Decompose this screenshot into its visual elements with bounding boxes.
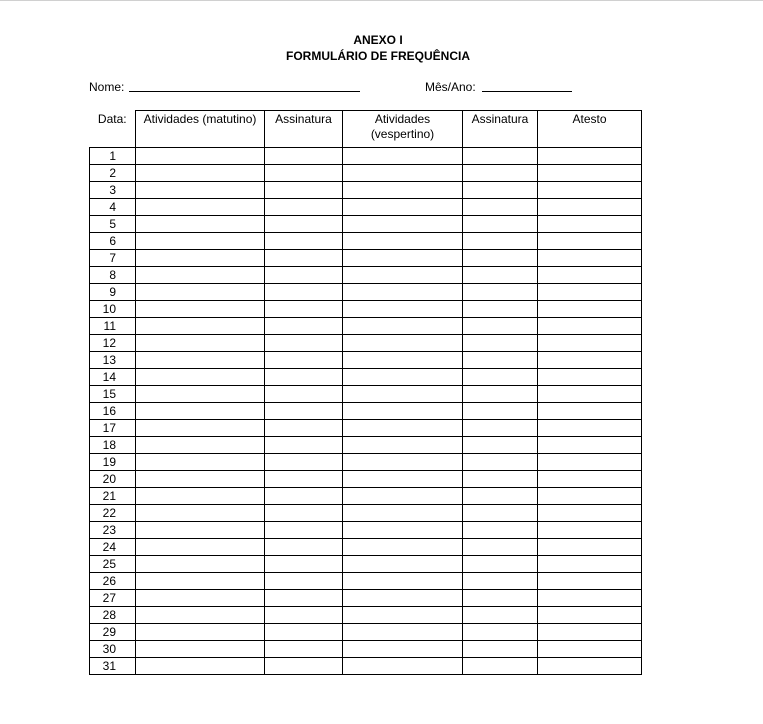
- activities-afternoon-cell[interactable]: [343, 352, 463, 369]
- activities-morning-cell[interactable]: [136, 471, 265, 488]
- table-row: [90, 505, 642, 522]
- signature-afternoon-cell[interactable]: [463, 624, 538, 641]
- signature-morning-cell[interactable]: [265, 454, 343, 471]
- activities-afternoon-cell[interactable]: [343, 607, 463, 624]
- activities-afternoon-cell[interactable]: [343, 624, 463, 641]
- day-number-cell: 10: [90, 301, 136, 318]
- name-label: Nome:: [89, 80, 125, 94]
- signature-morning-cell[interactable]: [265, 199, 343, 216]
- activities-afternoon-cell[interactable]: [343, 148, 463, 165]
- activities-morning-cell[interactable]: [136, 505, 265, 522]
- table-row: [90, 437, 642, 454]
- day-number-cell: 2: [90, 165, 136, 182]
- signature-afternoon-cell[interactable]: [463, 420, 538, 437]
- table-row: [90, 148, 642, 165]
- day-number-cell: 8: [90, 267, 136, 284]
- attestation-cell[interactable]: [538, 199, 642, 216]
- column-header-signature-afternoon: Assinatura: [463, 111, 538, 148]
- day-number-cell: 9: [90, 284, 136, 301]
- activities-afternoon-cell[interactable]: [343, 301, 463, 318]
- table-row: [90, 607, 642, 624]
- activities-afternoon-cell[interactable]: [343, 658, 463, 675]
- signature-afternoon-cell[interactable]: [463, 590, 538, 607]
- attestation-cell[interactable]: [538, 301, 642, 318]
- attestation-cell[interactable]: [538, 437, 642, 454]
- attestation-cell[interactable]: [538, 148, 642, 165]
- column-header-signature-morning: Assinatura: [265, 111, 343, 148]
- table-row: [90, 590, 642, 607]
- signature-afternoon-cell[interactable]: [463, 607, 538, 624]
- activities-afternoon-cell[interactable]: [343, 165, 463, 182]
- signature-morning-cell[interactable]: [265, 658, 343, 675]
- activities-morning-cell[interactable]: [136, 165, 265, 182]
- attestation-cell[interactable]: [538, 369, 642, 386]
- day-number-cell: 16: [90, 403, 136, 420]
- activities-morning-cell[interactable]: [136, 556, 265, 573]
- activities-morning-cell[interactable]: [136, 590, 265, 607]
- activities-morning-cell[interactable]: [136, 403, 265, 420]
- table-row: [90, 318, 642, 335]
- table-row: [90, 454, 642, 471]
- table-row: [90, 182, 642, 199]
- signature-morning-cell[interactable]: [265, 369, 343, 386]
- day-number-cell: 28: [90, 607, 136, 624]
- table-row: [90, 403, 642, 420]
- signature-morning-cell[interactable]: [265, 624, 343, 641]
- attestation-cell[interactable]: [538, 182, 642, 199]
- table-row: [90, 624, 642, 641]
- signature-morning-cell[interactable]: [265, 250, 343, 267]
- activities-afternoon-cell[interactable]: [343, 216, 463, 233]
- signature-morning-cell[interactable]: [265, 335, 343, 352]
- attestation-cell[interactable]: [538, 335, 642, 352]
- table-row: [90, 199, 642, 216]
- attestation-cell[interactable]: [538, 556, 642, 573]
- activities-afternoon-cell[interactable]: [343, 403, 463, 420]
- activities-afternoon-cell[interactable]: [343, 505, 463, 522]
- signature-morning-cell[interactable]: [265, 284, 343, 301]
- signature-afternoon-cell[interactable]: [463, 369, 538, 386]
- signature-afternoon-cell[interactable]: [463, 403, 538, 420]
- signature-afternoon-cell[interactable]: [463, 250, 538, 267]
- signature-morning-cell[interactable]: [265, 641, 343, 658]
- attestation-cell[interactable]: [538, 641, 642, 658]
- day-number-cell: 24: [90, 539, 136, 556]
- signature-morning-cell[interactable]: [265, 318, 343, 335]
- table-row: [90, 216, 642, 233]
- activities-afternoon-cell[interactable]: [343, 590, 463, 607]
- signature-morning-cell[interactable]: [265, 165, 343, 182]
- table-row: [90, 352, 642, 369]
- attestation-cell[interactable]: [538, 250, 642, 267]
- activities-afternoon-cell[interactable]: [343, 539, 463, 556]
- activities-afternoon-cell[interactable]: [343, 454, 463, 471]
- annex-heading: ANEXO I: [353, 33, 403, 47]
- signature-afternoon-cell[interactable]: [463, 216, 538, 233]
- document-title: [0, 32, 756, 64]
- activities-afternoon-cell[interactable]: [343, 471, 463, 488]
- table-row: [90, 301, 642, 318]
- signature-morning-cell[interactable]: [265, 539, 343, 556]
- signature-morning-cell[interactable]: [265, 267, 343, 284]
- attestation-cell[interactable]: [538, 420, 642, 437]
- activities-morning-cell[interactable]: [136, 641, 265, 658]
- activities-morning-cell[interactable]: [136, 454, 265, 471]
- signature-morning-cell[interactable]: [265, 471, 343, 488]
- signature-morning-cell[interactable]: [265, 590, 343, 607]
- activities-afternoon-cell[interactable]: [343, 522, 463, 539]
- signature-morning-cell[interactable]: [265, 607, 343, 624]
- signature-afternoon-cell[interactable]: [463, 539, 538, 556]
- attestation-cell[interactable]: [538, 284, 642, 301]
- day-number-cell: 15: [90, 386, 136, 403]
- signature-afternoon-cell[interactable]: [463, 148, 538, 165]
- attestation-cell[interactable]: [538, 624, 642, 641]
- day-number-cell: 12: [90, 335, 136, 352]
- table-row: [90, 233, 642, 250]
- day-number-cell: 25: [90, 556, 136, 573]
- activities-morning-cell[interactable]: [136, 199, 265, 216]
- activities-morning-cell[interactable]: [136, 352, 265, 369]
- attestation-cell[interactable]: [538, 403, 642, 420]
- table-row: [90, 522, 642, 539]
- activities-afternoon-cell[interactable]: [343, 182, 463, 199]
- activities-morning-cell[interactable]: [136, 148, 265, 165]
- signature-morning-cell[interactable]: [265, 182, 343, 199]
- day-number-cell: 29: [90, 624, 136, 641]
- signature-morning-cell[interactable]: [265, 556, 343, 573]
- attestation-cell[interactable]: [538, 522, 642, 539]
- table-row: [90, 573, 642, 590]
- activities-morning-cell[interactable]: [136, 182, 265, 199]
- form-heading: FORMULÁRIO DE FREQUÊNCIA: [286, 49, 470, 63]
- signature-afternoon-cell[interactable]: [463, 437, 538, 454]
- day-number-cell: 4: [90, 199, 136, 216]
- signature-afternoon-cell[interactable]: [463, 641, 538, 658]
- signature-morning-cell[interactable]: [265, 522, 343, 539]
- activities-afternoon-cell[interactable]: [343, 284, 463, 301]
- signature-afternoon-cell[interactable]: [463, 199, 538, 216]
- column-header-activities-morning: Atividades (matutino): [136, 111, 265, 148]
- attestation-cell[interactable]: [538, 267, 642, 284]
- activities-morning-cell[interactable]: [136, 522, 265, 539]
- signature-afternoon-cell[interactable]: [463, 522, 538, 539]
- attestation-cell[interactable]: [538, 386, 642, 403]
- activities-morning-cell[interactable]: [136, 624, 265, 641]
- signature-afternoon-cell[interactable]: [463, 658, 538, 675]
- attestation-cell[interactable]: [538, 165, 642, 182]
- activities-afternoon-cell[interactable]: [343, 199, 463, 216]
- activities-afternoon-cell[interactable]: [343, 318, 463, 335]
- day-number-cell: 26: [90, 573, 136, 590]
- table-row: [90, 369, 642, 386]
- day-number-cell: 27: [90, 590, 136, 607]
- activities-afternoon-cell[interactable]: [343, 488, 463, 505]
- name-field-row: [89, 80, 124, 94]
- attestation-cell[interactable]: [538, 471, 642, 488]
- signature-afternoon-cell[interactable]: [463, 386, 538, 403]
- activities-afternoon-cell[interactable]: [343, 250, 463, 267]
- activities-morning-cell[interactable]: [136, 318, 265, 335]
- table-row: [90, 165, 642, 182]
- day-number-cell: 13: [90, 352, 136, 369]
- attestation-cell[interactable]: [538, 573, 642, 590]
- activities-afternoon-cell[interactable]: [343, 573, 463, 590]
- day-number-cell: 22: [90, 505, 136, 522]
- signature-morning-cell[interactable]: [265, 216, 343, 233]
- signature-morning-cell[interactable]: [265, 233, 343, 250]
- signature-afternoon-cell[interactable]: [463, 267, 538, 284]
- activities-morning-cell[interactable]: [136, 658, 265, 675]
- signature-afternoon-cell[interactable]: [463, 318, 538, 335]
- attestation-cell[interactable]: [538, 505, 642, 522]
- activities-afternoon-cell[interactable]: [343, 233, 463, 250]
- signature-afternoon-cell[interactable]: [463, 556, 538, 573]
- day-number-cell: 20: [90, 471, 136, 488]
- attestation-cell[interactable]: [538, 590, 642, 607]
- signature-afternoon-cell[interactable]: [463, 505, 538, 522]
- day-number-cell: 11: [90, 318, 136, 335]
- day-number-cell: 1: [90, 148, 136, 165]
- attendance-table: [89, 110, 642, 675]
- day-number-cell: 23: [90, 522, 136, 539]
- column-header-activities-afternoon: Atividades (vespertino): [343, 111, 463, 148]
- day-number-cell: 21: [90, 488, 136, 505]
- attestation-cell[interactable]: [538, 216, 642, 233]
- activities-morning-cell[interactable]: [136, 284, 265, 301]
- signature-afternoon-cell[interactable]: [463, 182, 538, 199]
- column-header-attestation: Atesto: [538, 111, 642, 148]
- day-number-cell: 6: [90, 233, 136, 250]
- signature-morning-cell[interactable]: [265, 488, 343, 505]
- table-row: [90, 420, 642, 437]
- day-number-cell: 17: [90, 420, 136, 437]
- table-row: [90, 335, 642, 352]
- table-row: [90, 488, 642, 505]
- attestation-cell[interactable]: [538, 488, 642, 505]
- signature-afternoon-cell[interactable]: [463, 573, 538, 590]
- signature-morning-cell[interactable]: [265, 301, 343, 318]
- day-number-cell: 31: [90, 658, 136, 675]
- activities-morning-cell[interactable]: [136, 539, 265, 556]
- activities-afternoon-cell[interactable]: [343, 335, 463, 352]
- signature-afternoon-cell[interactable]: [463, 352, 538, 369]
- signature-morning-cell[interactable]: [265, 505, 343, 522]
- table-header-row: [90, 111, 642, 148]
- page-top-border: [0, 0, 763, 1]
- day-number-cell: 5: [90, 216, 136, 233]
- activities-morning-cell[interactable]: [136, 369, 265, 386]
- activities-afternoon-cell[interactable]: [343, 437, 463, 454]
- day-number-cell: 3: [90, 182, 136, 199]
- signature-morning-cell[interactable]: [265, 403, 343, 420]
- attestation-cell[interactable]: [538, 318, 642, 335]
- activities-morning-cell[interactable]: [136, 267, 265, 284]
- signature-afternoon-cell[interactable]: [463, 454, 538, 471]
- signature-afternoon-cell[interactable]: [463, 301, 538, 318]
- activities-afternoon-cell[interactable]: [343, 386, 463, 403]
- attestation-cell[interactable]: [538, 539, 642, 556]
- activities-afternoon-cell[interactable]: [343, 556, 463, 573]
- activities-afternoon-cell[interactable]: [343, 267, 463, 284]
- activities-morning-cell[interactable]: [136, 488, 265, 505]
- signature-morning-cell[interactable]: [265, 148, 343, 165]
- signature-afternoon-cell[interactable]: [463, 284, 538, 301]
- activities-morning-cell[interactable]: [136, 420, 265, 437]
- activities-morning-cell[interactable]: [136, 301, 265, 318]
- table-row: [90, 250, 642, 267]
- signature-morning-cell[interactable]: [265, 352, 343, 369]
- column-header-date: Data:: [90, 111, 136, 148]
- signature-afternoon-cell[interactable]: [463, 165, 538, 182]
- activities-morning-cell[interactable]: [136, 216, 265, 233]
- table-row: [90, 556, 642, 573]
- activities-morning-cell[interactable]: [136, 250, 265, 267]
- activities-morning-cell[interactable]: [136, 335, 265, 352]
- table-row: [90, 471, 642, 488]
- month-year-label: Mês/Ano:: [425, 80, 476, 94]
- activities-afternoon-cell[interactable]: [343, 641, 463, 658]
- activities-morning-cell[interactable]: [136, 573, 265, 590]
- signature-morning-cell[interactable]: [265, 573, 343, 590]
- activities-afternoon-cell[interactable]: [343, 369, 463, 386]
- day-number-cell: 14: [90, 369, 136, 386]
- activities-afternoon-cell[interactable]: [343, 420, 463, 437]
- signature-afternoon-cell[interactable]: [463, 488, 538, 505]
- month-year-field-row: [425, 80, 476, 94]
- signature-morning-cell[interactable]: [265, 437, 343, 454]
- signature-afternoon-cell[interactable]: [463, 335, 538, 352]
- signature-afternoon-cell[interactable]: [463, 471, 538, 488]
- table-row: [90, 284, 642, 301]
- name-blank-line[interactable]: [129, 91, 360, 92]
- attestation-cell[interactable]: [538, 607, 642, 624]
- table-row: [90, 539, 642, 556]
- table-row: [90, 641, 642, 658]
- activities-morning-cell[interactable]: [136, 233, 265, 250]
- activities-morning-cell[interactable]: [136, 437, 265, 454]
- signature-morning-cell[interactable]: [265, 386, 343, 403]
- signature-morning-cell[interactable]: [265, 420, 343, 437]
- day-number-cell: 30: [90, 641, 136, 658]
- table-row: [90, 658, 642, 675]
- attestation-cell[interactable]: [538, 658, 642, 675]
- activities-morning-cell[interactable]: [136, 607, 265, 624]
- table-row: [90, 386, 642, 403]
- day-number-cell: 19: [90, 454, 136, 471]
- day-number-cell: 18: [90, 437, 136, 454]
- month-year-blank-line[interactable]: [482, 91, 572, 92]
- signature-afternoon-cell[interactable]: [463, 233, 538, 250]
- attestation-cell[interactable]: [538, 352, 642, 369]
- attestation-cell[interactable]: [538, 233, 642, 250]
- day-number-cell: 7: [90, 250, 136, 267]
- activities-morning-cell[interactable]: [136, 386, 265, 403]
- table-row: [90, 267, 642, 284]
- attestation-cell[interactable]: [538, 454, 642, 471]
